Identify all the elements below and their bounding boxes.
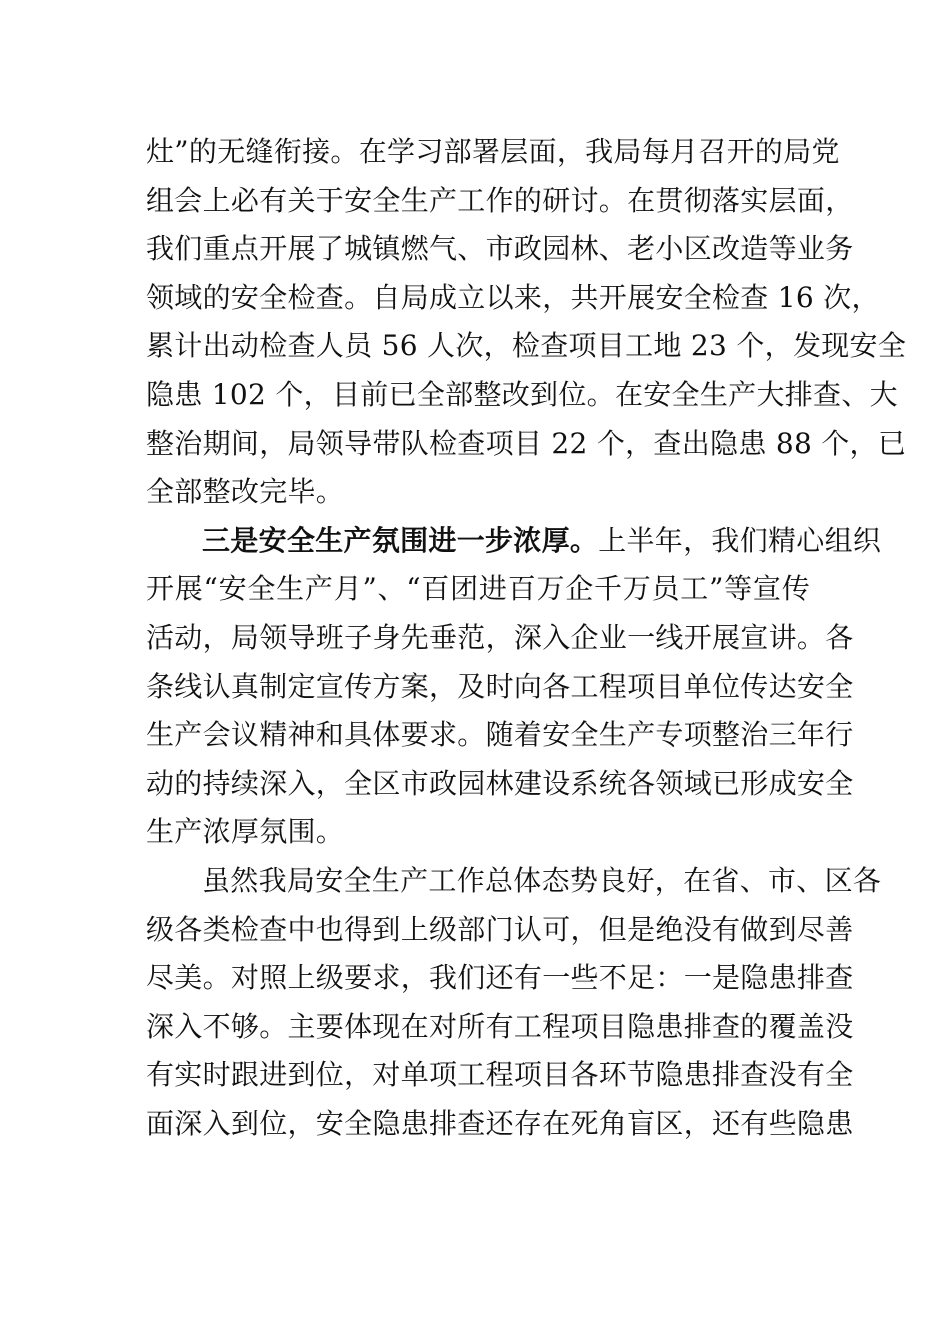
paragraph-lead-text: 上半年，我们精心组织 bbox=[598, 523, 882, 557]
text-line: 条线认真制定宣传方案，及时向各工程项目单位传达安全 bbox=[146, 669, 854, 703]
text-line: 级各类检查中也得到上级部门认可，但是绝没有做到尽善 bbox=[146, 912, 854, 946]
text-line: 我们重点开展了城镇燃气、市政园林、老小区改造等业务 bbox=[146, 232, 854, 266]
text-line bbox=[146, 517, 882, 566]
text-line: 活动，局领导班子身先垂范，深入企业一线开展宣讲。各 bbox=[146, 620, 854, 654]
text-line: 整治期间，局领导带队检查项目 22 个，查出隐患 88 个，已 bbox=[146, 426, 907, 460]
text-line: 生产会议精神和具体要求。随着安全生产专项整治三年行 bbox=[146, 718, 854, 752]
paragraph-heading: 三是安全生产氛围进一步浓厚。 bbox=[202, 523, 599, 557]
text-line: 尽美。对照上级要求，我们还有一些不足：一是隐患排查 bbox=[146, 961, 854, 995]
text-line: 动的持续深入，全区市政园林建设系统各领域已形成安全 bbox=[146, 766, 854, 800]
text-line: 累计出动检查人员 56 人次，检查项目工地 23 个，发现安全 bbox=[146, 329, 907, 363]
text-line: 面深入到位，安全隐患排查还存在死角盲区，还有些隐患 bbox=[146, 1106, 854, 1140]
document-page bbox=[146, 128, 907, 1148]
text-line: 领域的安全检查。自局成立以来，共开展安全检查 16 次， bbox=[146, 280, 880, 314]
text-line: 虽然我局安全生产工作总体态势良好，在省、市、区各 bbox=[202, 863, 882, 897]
text-line: 灶”的无缝衔接。在学习部署层面，我局每月召开的局党 bbox=[146, 135, 840, 168]
text-line: 隐患 102 个，目前已全部整改到位。在安全生产大排查、大 bbox=[146, 377, 898, 411]
text-line: 开展“安全生产月”、“百团进百万企千万员工”等宣传 bbox=[146, 572, 810, 606]
text-line: 生产浓厚氛围。 bbox=[146, 815, 345, 849]
paragraph-1 bbox=[146, 128, 907, 517]
text-line: 有实时跟进到位，对单项工程项目各环节隐患排查没有全 bbox=[146, 1058, 854, 1092]
text-line: 深入不够。主要体现在对所有工程项目隐患排查的覆盖没 bbox=[146, 1009, 854, 1043]
text-line: 全部整改完毕。 bbox=[146, 475, 345, 509]
paragraph-2 bbox=[146, 517, 882, 857]
paragraph-3 bbox=[146, 857, 882, 1149]
text-line: 组会上必有关于安全生产工作的研讨。在贯彻落实层面， bbox=[146, 183, 854, 217]
